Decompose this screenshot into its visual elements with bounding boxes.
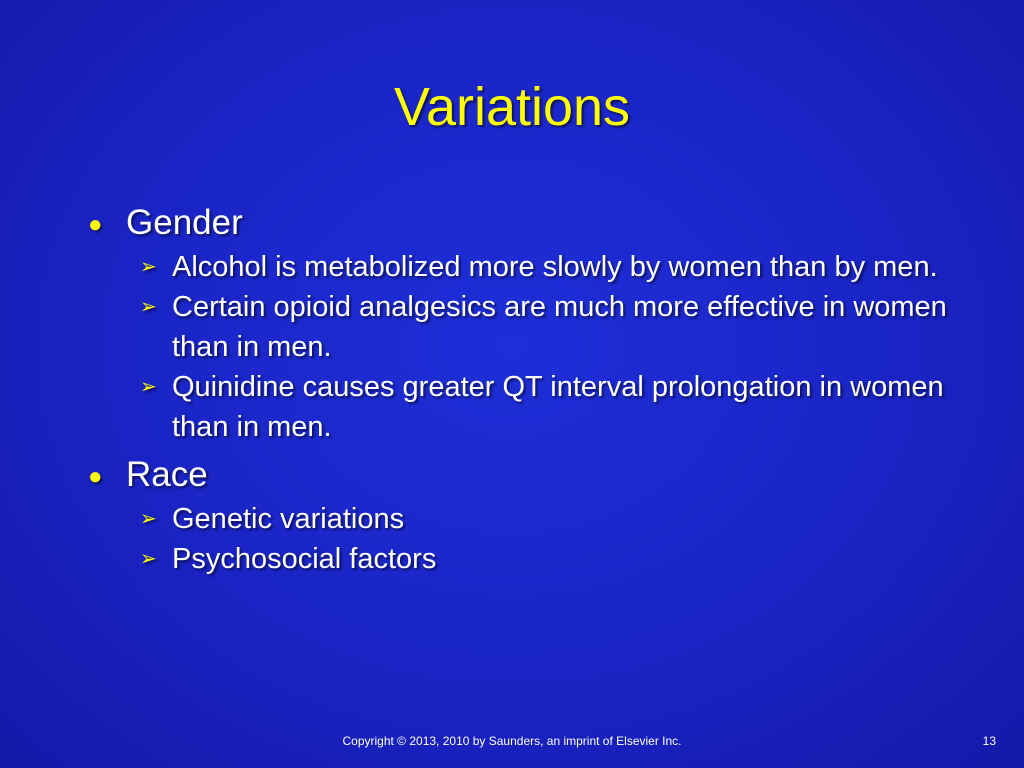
arrowhead-icon: ➢	[140, 376, 157, 398]
sub-bullet	[140, 367, 948, 447]
bullet-heading: Race	[126, 455, 208, 494]
sub-bullet	[140, 287, 948, 367]
page-number: 13	[982, 734, 996, 748]
copyright-footer: Copyright © 2013, 2010 by Saunders, an imprint of Elsevier Inc.	[342, 734, 682, 748]
bullet-gender	[88, 201, 948, 247]
filled-circle-icon: ●	[88, 211, 103, 238]
sub-bullet	[140, 539, 948, 579]
arrowhead-icon: ➢	[140, 548, 157, 570]
sub-bullet-text: Quinidine causes greater QT interval prolongation in women than in men.	[172, 371, 944, 443]
arrowhead-icon: ➢	[140, 296, 157, 318]
sub-bullet	[140, 247, 948, 287]
sub-bullet	[140, 499, 948, 539]
slide-title: Variations	[393, 77, 631, 137]
bullet-heading: Gender	[126, 203, 243, 242]
bullet-race	[88, 453, 948, 499]
slide-content	[88, 195, 948, 579]
sub-bullet-text: Genetic variations	[172, 503, 405, 535]
sub-bullet-text: Psychosocial factors	[172, 543, 437, 575]
filled-circle-icon: ●	[88, 463, 103, 490]
arrowhead-icon: ➢	[140, 256, 157, 278]
arrowhead-icon: ➢	[140, 508, 157, 530]
sub-bullet-text: Alcohol is metabolized more slowly by women than by men.	[172, 251, 938, 283]
sub-bullet-text: Certain opioid analgesics are much more effective in women than in men.	[172, 291, 947, 363]
